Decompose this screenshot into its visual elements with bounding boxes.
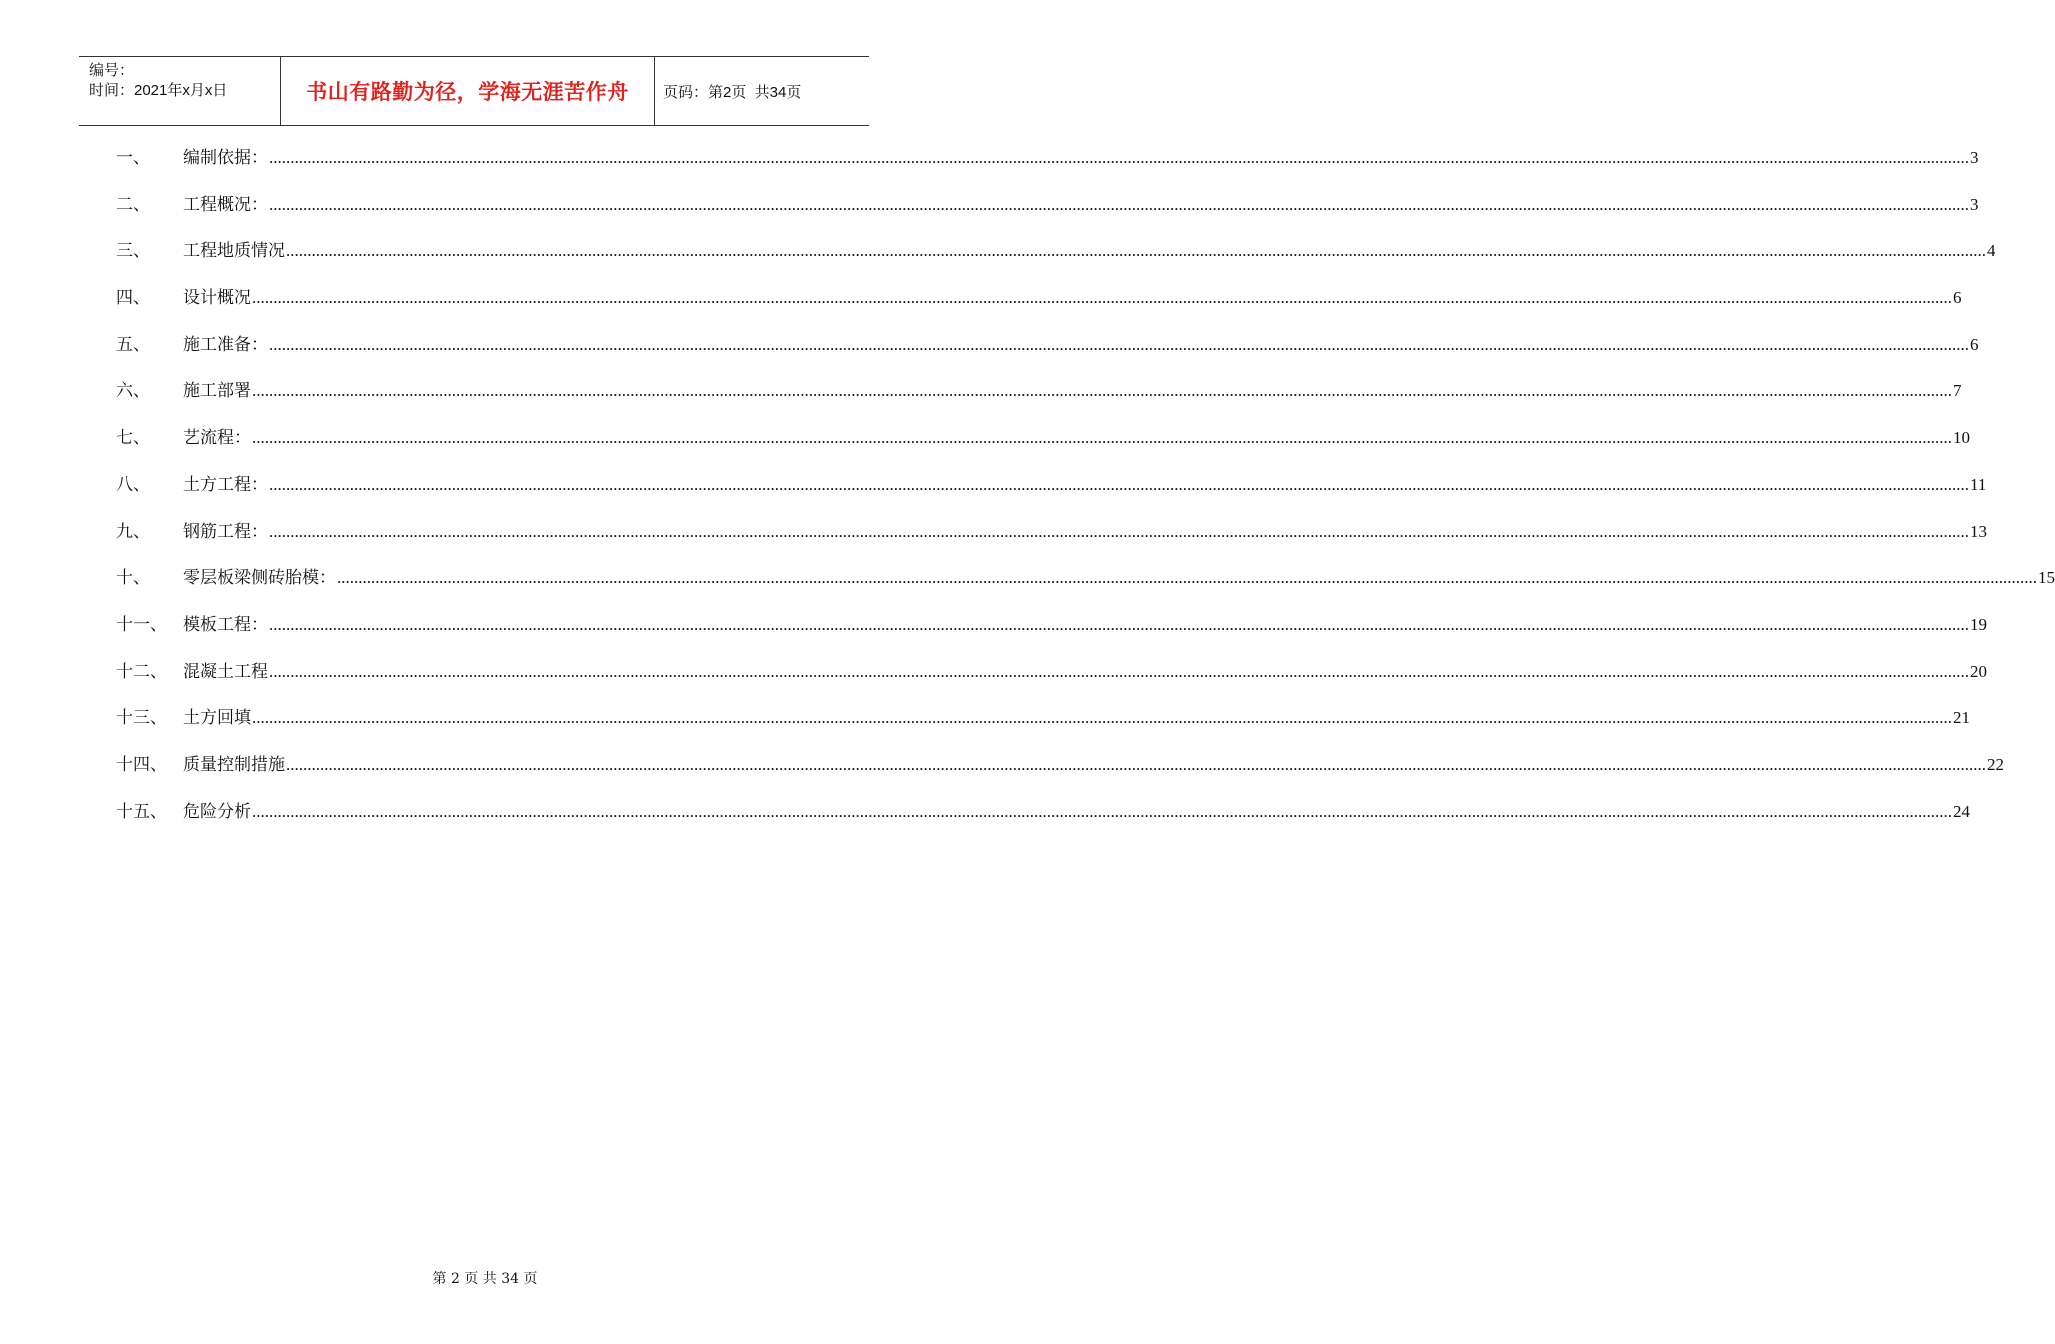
toc-entry[interactable] (116, 473, 1987, 520)
page-header (79, 56, 869, 126)
toc-entry-title: 混凝土工程 (183, 661, 268, 682)
toc-entry-title: 施工部署 (183, 381, 251, 402)
toc-entry-number: 五、 (116, 334, 150, 355)
toc-entry-page: 3 (1970, 148, 1979, 167)
toc-entry-title: 质量控制措施 (183, 754, 285, 775)
toc-entry-page: 22 (1987, 754, 2004, 774)
toc-entry-number: 十二、 (116, 661, 167, 682)
toc-dot-leader: ................................................................................................................................................................................................................................................................................................................................................................................................................ (252, 381, 1952, 401)
toc-entry-title: 施工准备： (183, 334, 268, 355)
toc-entry-page: 24 (1953, 801, 1970, 821)
toc-entry-number: 十四、 (116, 754, 167, 775)
toc-entry-title: 设计概况 (183, 288, 251, 309)
toc-dot-leader: ................................................................................................................................................................................................................................................................................................................................................................................................................ (252, 428, 1952, 448)
toc-entry-number: 六、 (116, 381, 150, 402)
table-of-contents (116, 146, 2055, 846)
toc-entry-title: 零层板梁侧砖胎模： (183, 568, 336, 589)
toc-entry[interactable] (116, 706, 1970, 753)
toc-entry[interactable] (116, 333, 1979, 380)
toc-dot-leader: ................................................................................................................................................................................................................................................................................................................................................................................................................ (269, 334, 1969, 354)
toc-entry[interactable] (116, 800, 1970, 847)
toc-dot-leader: ................................................................................................................................................................................................................................................................................................................................................................................................................ (252, 801, 1952, 821)
toc-entry-title: 危险分析 (183, 801, 251, 822)
toc-entry-number: 四、 (116, 288, 150, 309)
toc-entry-number: 十一、 (116, 614, 167, 635)
toc-entry-title: 艺流程： (183, 428, 251, 449)
toc-entry-title: 编制依据： (183, 148, 268, 168)
toc-entry-number: 一、 (116, 148, 150, 168)
toc-dot-leader: ................................................................................................................................................................................................................................................................................................................................................................................................................ (269, 148, 1969, 167)
toc-entry-number: 二、 (116, 194, 150, 215)
toc-entry-number: 七、 (116, 428, 150, 449)
toc-entry-title: 钢筋工程： (183, 521, 268, 542)
toc-dot-leader: ................................................................................................................................................................................................................................................................................................................................................................................................................ (286, 241, 1986, 261)
toc-dot-leader: ................................................................................................................................................................................................................................................................................................................................................................................................................ (252, 288, 1952, 308)
toc-entry[interactable] (116, 660, 1987, 707)
toc-entry[interactable] (116, 193, 1979, 240)
toc-entry-page: 15 (2038, 568, 2055, 588)
toc-dot-leader: ................................................................................................................................................................................................................................................................................................................................................................................................................ (286, 754, 1986, 774)
toc-entry-title: 模板工程： (183, 614, 268, 635)
document-date-label: 时间：2021年x月x日 (89, 82, 228, 99)
toc-entry-title: 工程地质情况 (183, 241, 285, 262)
toc-dot-leader: ................................................................................................................................................................................................................................................................................................................................................................................................................ (269, 661, 1969, 681)
toc-entry-number: 三、 (116, 241, 150, 262)
toc-entry-page: 4 (1987, 241, 1996, 261)
toc-entry-title: 土方回填 (183, 708, 251, 729)
toc-entry-page: 13 (1970, 521, 1987, 541)
toc-entry-page: 19 (1970, 614, 1987, 634)
toc-entry-title: 土方工程： (183, 474, 268, 495)
toc-entry[interactable] (116, 239, 1996, 286)
toc-entry-page: 6 (1970, 334, 1979, 354)
toc-entry[interactable] (116, 520, 1987, 567)
toc-dot-leader: ................................................................................................................................................................................................................................................................................................................................................................................................................ (269, 194, 1969, 214)
toc-entry[interactable] (116, 286, 1962, 333)
header-page-info: 页码：第2页 共34页 (663, 83, 802, 101)
header-meta (89, 61, 279, 101)
toc-entry-page: 20 (1970, 661, 1987, 681)
toc-entry-number: 十、 (116, 568, 150, 589)
toc-entry-number: 九、 (116, 521, 150, 542)
page-footer: 第 2 页 共 34 页 (432, 1271, 538, 1287)
toc-entry-page: 11 (1970, 474, 1987, 494)
toc-entry-number: 十三、 (116, 708, 167, 729)
toc-dot-leader: ................................................................................................................................................................................................................................................................................................................................................................................................................ (337, 568, 2037, 588)
toc-dot-leader: ................................................................................................................................................................................................................................................................................................................................................................................................................ (269, 614, 1969, 634)
toc-dot-leader: ................................................................................................................................................................................................................................................................................................................................................................................................................ (252, 708, 1952, 728)
toc-entry-page: 6 (1953, 288, 1962, 308)
toc-entry-number: 十五、 (116, 801, 167, 822)
toc-entry-page: 7 (1953, 381, 1962, 401)
toc-entry-page: 3 (1970, 194, 1979, 214)
toc-dot-leader: ................................................................................................................................................................................................................................................................................................................................................................................................................ (269, 521, 1969, 541)
toc-dot-leader: ................................................................................................................................................................................................................................................................................................................................................................................................................ (269, 474, 1969, 494)
toc-entry-page: 10 (1953, 428, 1970, 448)
toc-entry-title: 工程概况： (183, 194, 268, 215)
toc-entry[interactable] (116, 613, 1987, 660)
toc-entry-page: 21 (1953, 708, 1970, 728)
toc-entry[interactable] (116, 566, 2055, 613)
toc-entry[interactable] (116, 146, 1979, 193)
toc-entry-number: 八、 (116, 474, 150, 495)
document-number-label: 编号： (89, 62, 135, 79)
header-motto: 书山有路勤为径，学海无涯苦作舟 (306, 80, 629, 104)
toc-entry[interactable] (116, 753, 2004, 800)
toc-entry[interactable] (116, 426, 1970, 473)
header-divider (654, 57, 655, 125)
toc-entry[interactable] (116, 379, 1962, 426)
